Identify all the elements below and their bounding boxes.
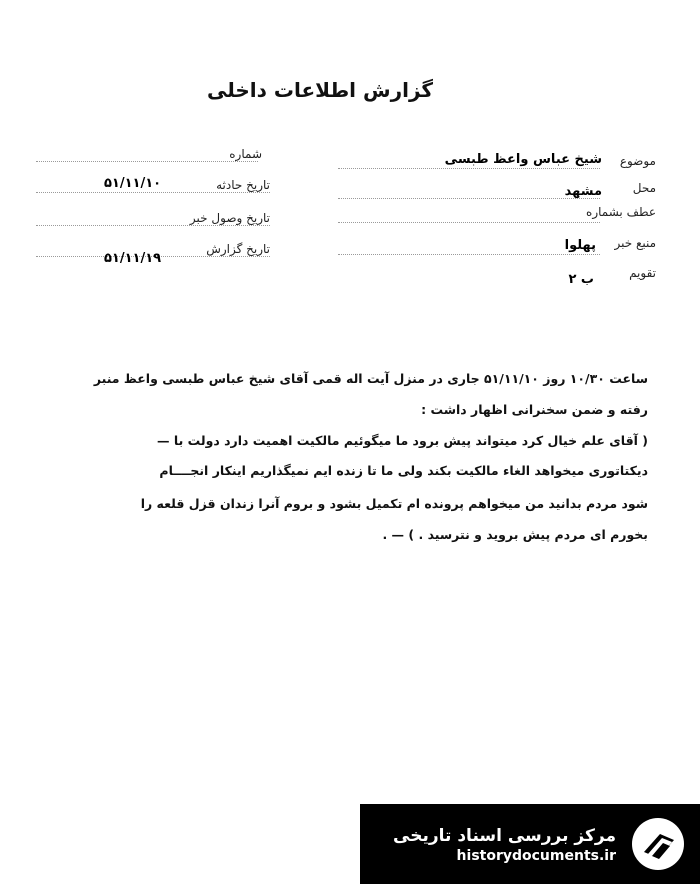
dotted-line (36, 225, 270, 226)
field-label-atf: عطف بشماره (586, 205, 656, 219)
dotted-line (338, 168, 600, 169)
field-label-tarikh-hadese: تاریخ حادثه (216, 178, 270, 192)
field-label-taqvim: تقویم (629, 266, 656, 280)
field-label-shomare: شماره (229, 147, 262, 161)
footer-watermark (360, 804, 700, 884)
field-label-manba: منبع خبر (614, 236, 656, 250)
document-title: گزارش اطلاعات داخلی (206, 78, 434, 102)
dotted-line (338, 198, 600, 199)
body-line: ساعت ۱۰/۳۰ روز ۵۱/۱۱/۱۰ جاری در منزل آیت اله قمی آقای شیخ عباس طبسی واعظ منبر (93, 371, 648, 386)
field-label-tarikh-vosul: تاریخ وصول خبر (189, 211, 270, 225)
footer-org-name: مرکز بررسی اسناد تاریخی (393, 826, 616, 846)
field-value-taqvim: ب ۲ (568, 272, 594, 287)
footer-site-link[interactable]: historydocuments.ir (456, 848, 616, 864)
dotted-line (36, 161, 258, 162)
field-label-mahal: محل (632, 181, 656, 195)
body-line: ( آقای علم خیال کرد میتواند پیش برود ما میگوئیم مالکیت اهمیت دارد دولت با — (157, 433, 648, 448)
field-value-tarikh-hadese: ۵۱/۱۱/۱۰ (104, 176, 162, 191)
book-logo-icon (630, 816, 686, 872)
body-line: رفته و ضمن سخنرانی اظهار داشت : (421, 402, 648, 417)
field-label-mozu: موضوع (619, 154, 656, 168)
field-value-manba: پهلوا (564, 238, 596, 253)
field-label-tarikh-gozaresh: تاریخ گزارش (206, 242, 270, 256)
body-line: بخورم ای مردم پیش بروید و نترسید . ) — . (382, 527, 648, 542)
dotted-line (36, 192, 270, 193)
body-line: شود مردم بدانید من میخواهم پرونده ام تکمیل بشود و بروم آنرا زندان قزل قلعه را (140, 496, 648, 511)
body-line: دیکتاتوری میخواهد الغاء مالکیت بکند ولی ما تا زنده ایم نمیگذاریم اینکار انجــــام (159, 463, 648, 478)
dotted-line (338, 222, 600, 223)
field-value-mozu: شیخ عباس واعظ طبسی (444, 152, 602, 167)
field-value-tarikh-gozaresh: ۵۱/۱۱/۱۹ (104, 251, 162, 266)
dotted-line (338, 254, 600, 255)
field-value-mahal: مشهد (564, 184, 602, 199)
footer-text (393, 826, 616, 864)
